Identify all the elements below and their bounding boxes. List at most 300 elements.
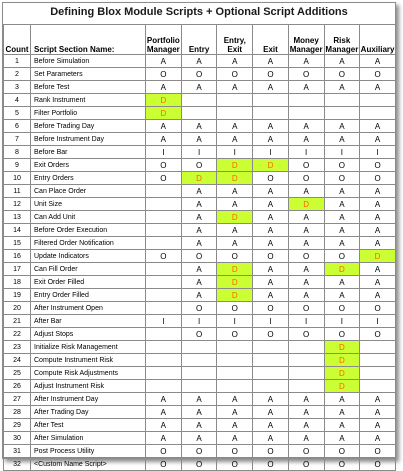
script-cell: O — [288, 445, 324, 458]
highlighted-script-cell: D — [324, 367, 360, 380]
script-cell: O — [146, 172, 182, 185]
script-cell — [253, 341, 289, 354]
script-cell — [181, 94, 217, 107]
highlighted-script-cell: D — [324, 354, 360, 367]
script-cell — [146, 211, 182, 224]
script-cell: O — [181, 458, 217, 471]
highlighted-script-cell: D — [324, 380, 360, 393]
script-cell: A — [217, 393, 253, 406]
row-count: 21 — [4, 315, 31, 328]
table-row — [4, 367, 396, 380]
script-section-name: Exit Orders — [31, 159, 146, 172]
script-section-name: After Test — [31, 419, 146, 432]
script-section-name: After Instrument Open — [31, 302, 146, 315]
script-cell: A — [360, 133, 396, 146]
table-row — [4, 263, 396, 276]
script-cell: O — [288, 172, 324, 185]
script-section-name: Can Place Order — [31, 185, 146, 198]
script-table-frame — [2, 2, 396, 469]
script-cell: A — [181, 432, 217, 445]
table-row — [4, 315, 396, 328]
script-cell: O — [288, 68, 324, 81]
script-cell: A — [181, 55, 217, 68]
script-cell: A — [288, 276, 324, 289]
script-cell: A — [146, 120, 182, 133]
script-section-name: After Simulation — [31, 432, 146, 445]
table-row — [4, 133, 396, 146]
script-cell: A — [146, 55, 182, 68]
script-cell: I — [324, 315, 360, 328]
table-row — [4, 302, 396, 315]
script-cell: A — [146, 432, 182, 445]
script-cell — [146, 380, 182, 393]
script-cell — [253, 354, 289, 367]
script-section-name: Compute Risk Adjustments — [31, 367, 146, 380]
highlighted-script-cell: D — [288, 198, 324, 211]
table-row — [4, 94, 396, 107]
script-cell: I — [181, 146, 217, 159]
script-cell: A — [146, 406, 182, 419]
header-entry-exit: Entry, Exit — [217, 25, 253, 55]
script-cell — [146, 341, 182, 354]
row-count: 6 — [4, 120, 31, 133]
table-row — [4, 198, 396, 211]
row-count: 12 — [4, 198, 31, 211]
script-table — [3, 24, 396, 471]
script-cell: O — [324, 159, 360, 172]
script-cell: A — [288, 393, 324, 406]
script-section-name: Can Add Unit — [31, 211, 146, 224]
script-cell — [217, 354, 253, 367]
script-cell: A — [288, 237, 324, 250]
script-cell: O — [288, 458, 324, 471]
script-cell: O — [181, 302, 217, 315]
script-cell: A — [360, 81, 396, 94]
script-cell — [360, 94, 396, 107]
script-cell — [181, 367, 217, 380]
row-count: 15 — [4, 237, 31, 250]
row-count: 29 — [4, 419, 31, 432]
script-cell: A — [253, 276, 289, 289]
header-script-section: Script Section Name: — [31, 25, 146, 55]
script-cell: A — [324, 393, 360, 406]
script-cell — [146, 263, 182, 276]
script-section-name: Initialize Risk Management — [31, 341, 146, 354]
row-count: 11 — [4, 185, 31, 198]
script-section-name: Adjust Instrument Risk — [31, 380, 146, 393]
table-row — [4, 458, 396, 471]
row-count: 19 — [4, 289, 31, 302]
script-cell: A — [181, 263, 217, 276]
script-cell — [360, 380, 396, 393]
script-cell: A — [360, 198, 396, 211]
script-section-name: Filter Portfolio — [31, 107, 146, 120]
script-cell — [360, 107, 396, 120]
row-count: 31 — [4, 445, 31, 458]
script-cell — [181, 341, 217, 354]
row-count: 10 — [4, 172, 31, 185]
table-row — [4, 419, 396, 432]
script-cell: A — [217, 419, 253, 432]
script-cell — [253, 380, 289, 393]
highlighted-script-cell: D — [217, 172, 253, 185]
script-cell: A — [253, 432, 289, 445]
script-cell: A — [253, 224, 289, 237]
script-cell: A — [288, 185, 324, 198]
script-cell: I — [360, 146, 396, 159]
script-cell: O — [217, 328, 253, 341]
script-cell — [181, 107, 217, 120]
script-cell — [253, 367, 289, 380]
script-cell: O — [253, 445, 289, 458]
script-cell: O — [288, 250, 324, 263]
script-cell — [146, 185, 182, 198]
script-cell: A — [253, 120, 289, 133]
script-section-name: Before Order Execution — [31, 224, 146, 237]
script-cell: O — [324, 328, 360, 341]
row-count: 18 — [4, 276, 31, 289]
script-section-name: After Bar — [31, 315, 146, 328]
script-cell: O — [360, 159, 396, 172]
row-count: 2 — [4, 68, 31, 81]
table-row — [4, 406, 396, 419]
header-money-manager: Money Manager — [288, 25, 324, 55]
script-cell: O — [253, 68, 289, 81]
script-section-name: Before Instrument Day — [31, 133, 146, 146]
script-cell: A — [181, 289, 217, 302]
script-section-name: Filtered Order Notification — [31, 237, 146, 250]
script-cell — [360, 367, 396, 380]
row-count: 28 — [4, 406, 31, 419]
table-row — [4, 159, 396, 172]
row-count: 1 — [4, 55, 31, 68]
script-cell — [288, 354, 324, 367]
script-cell: A — [288, 432, 324, 445]
table-row — [4, 81, 396, 94]
script-cell: A — [253, 211, 289, 224]
script-cell: A — [324, 55, 360, 68]
row-count: 30 — [4, 432, 31, 445]
script-cell — [324, 94, 360, 107]
script-cell — [360, 354, 396, 367]
table-row — [4, 185, 396, 198]
script-cell: O — [360, 328, 396, 341]
table-row — [4, 172, 396, 185]
row-count: 23 — [4, 341, 31, 354]
script-cell: A — [181, 419, 217, 432]
script-cell: A — [181, 211, 217, 224]
table-row — [4, 224, 396, 237]
row-count: 13 — [4, 211, 31, 224]
script-cell: A — [217, 55, 253, 68]
row-count: 14 — [4, 224, 31, 237]
script-cell: O — [288, 328, 324, 341]
script-cell — [217, 341, 253, 354]
script-cell: O — [181, 159, 217, 172]
script-cell: O — [253, 458, 289, 471]
script-section-name: Post Process Utility — [31, 445, 146, 458]
highlighted-script-cell: D — [181, 172, 217, 185]
script-cell: A — [324, 198, 360, 211]
script-cell: O — [146, 68, 182, 81]
script-section-name: Adjust Stops — [31, 328, 146, 341]
row-count: 25 — [4, 367, 31, 380]
script-cell: A — [288, 133, 324, 146]
table-row — [4, 68, 396, 81]
script-cell: A — [253, 198, 289, 211]
script-cell: O — [146, 250, 182, 263]
script-cell: A — [360, 237, 396, 250]
script-cell: A — [181, 276, 217, 289]
script-cell: A — [288, 55, 324, 68]
table-row — [4, 328, 396, 341]
script-cell: A — [360, 393, 396, 406]
script-cell — [324, 107, 360, 120]
script-cell: I — [288, 315, 324, 328]
script-cell: O — [360, 458, 396, 471]
script-section-name: Can Fill Order — [31, 263, 146, 276]
script-cell: A — [360, 211, 396, 224]
script-cell: A — [324, 419, 360, 432]
script-cell: A — [288, 120, 324, 133]
script-section-name: Before Bar — [31, 146, 146, 159]
script-cell: A — [324, 120, 360, 133]
row-count: 17 — [4, 263, 31, 276]
script-cell: A — [146, 419, 182, 432]
script-cell: I — [253, 146, 289, 159]
script-cell: A — [288, 263, 324, 276]
highlighted-script-cell: D — [217, 211, 253, 224]
script-cell — [288, 341, 324, 354]
header-row — [4, 25, 396, 55]
table-body — [4, 55, 396, 471]
script-cell — [146, 354, 182, 367]
script-cell: O — [324, 445, 360, 458]
script-cell: A — [253, 185, 289, 198]
script-cell: O — [360, 445, 396, 458]
script-cell: I — [324, 146, 360, 159]
row-count: 32 — [4, 458, 31, 471]
highlighted-script-cell: D — [217, 289, 253, 302]
table-row — [4, 432, 396, 445]
script-cell — [181, 354, 217, 367]
script-section-name: Before Test — [31, 81, 146, 94]
script-cell: A — [360, 120, 396, 133]
script-cell: A — [217, 81, 253, 94]
header-exit: Exit — [253, 25, 289, 55]
script-cell: A — [217, 133, 253, 146]
script-cell: A — [146, 81, 182, 94]
script-cell: O — [146, 159, 182, 172]
script-cell — [217, 94, 253, 107]
script-cell: A — [360, 419, 396, 432]
table-row — [4, 380, 396, 393]
script-cell: A — [181, 81, 217, 94]
script-cell: A — [253, 133, 289, 146]
script-cell: A — [217, 406, 253, 419]
script-cell: O — [181, 328, 217, 341]
script-cell: A — [360, 289, 396, 302]
table-row — [4, 445, 396, 458]
row-count: 27 — [4, 393, 31, 406]
script-cell: A — [360, 406, 396, 419]
row-count: 3 — [4, 81, 31, 94]
script-cell: A — [146, 393, 182, 406]
script-cell: A — [217, 120, 253, 133]
script-cell: A — [360, 263, 396, 276]
script-cell: I — [217, 315, 253, 328]
script-cell: O — [288, 159, 324, 172]
script-cell: A — [217, 237, 253, 250]
script-cell: A — [288, 419, 324, 432]
highlighted-script-cell: D — [217, 263, 253, 276]
table-row — [4, 120, 396, 133]
script-cell: A — [181, 406, 217, 419]
script-cell — [288, 94, 324, 107]
script-cell — [146, 367, 182, 380]
row-count: 7 — [4, 133, 31, 146]
script-cell: A — [181, 120, 217, 133]
header-entry: Entry — [181, 25, 217, 55]
script-cell: A — [181, 224, 217, 237]
script-cell — [146, 224, 182, 237]
script-cell — [360, 341, 396, 354]
script-cell: A — [360, 432, 396, 445]
table-row — [4, 237, 396, 250]
script-cell: O — [324, 458, 360, 471]
script-cell: O — [360, 68, 396, 81]
script-cell: O — [181, 445, 217, 458]
highlighted-script-cell: D — [146, 94, 182, 107]
script-cell: A — [181, 393, 217, 406]
script-cell: O — [146, 458, 182, 471]
script-cell: O — [253, 172, 289, 185]
highlighted-script-cell: D — [146, 107, 182, 120]
script-cell — [146, 289, 182, 302]
script-cell — [217, 107, 253, 120]
table-row — [4, 146, 396, 159]
header-count: Count — [4, 25, 31, 55]
script-cell: I — [146, 146, 182, 159]
script-cell: A — [324, 237, 360, 250]
script-cell — [181, 380, 217, 393]
script-cell: O — [181, 250, 217, 263]
script-cell — [253, 94, 289, 107]
script-cell: A — [288, 211, 324, 224]
script-cell — [253, 107, 289, 120]
script-cell: A — [146, 133, 182, 146]
script-cell: O — [360, 172, 396, 185]
script-cell: A — [253, 289, 289, 302]
script-cell: A — [324, 211, 360, 224]
script-cell — [288, 380, 324, 393]
script-section-name: Entry Order Filled — [31, 289, 146, 302]
script-cell: O — [288, 302, 324, 315]
row-count: 4 — [4, 94, 31, 107]
script-section-name: Entry Orders — [31, 172, 146, 185]
script-section-name: After Trading Day — [31, 406, 146, 419]
script-cell: O — [217, 250, 253, 263]
row-count: 9 — [4, 159, 31, 172]
script-cell: O — [217, 445, 253, 458]
script-cell: A — [360, 55, 396, 68]
script-cell: I — [217, 146, 253, 159]
highlighted-script-cell: D — [253, 159, 289, 172]
script-cell: A — [324, 81, 360, 94]
table-row — [4, 211, 396, 224]
row-count: 26 — [4, 380, 31, 393]
script-cell: A — [288, 406, 324, 419]
script-cell: A — [253, 81, 289, 94]
script-cell: A — [324, 406, 360, 419]
script-section-name: Rank Instrument — [31, 94, 146, 107]
row-count: 16 — [4, 250, 31, 263]
script-cell — [217, 367, 253, 380]
script-section-name: Unit Size — [31, 198, 146, 211]
script-cell: I — [288, 146, 324, 159]
script-section-name: After Instrument Day — [31, 393, 146, 406]
script-section-name: <Custom Name Script> — [31, 458, 146, 471]
header-auxiliary: Auxiliary — [360, 25, 396, 55]
script-cell: O — [324, 250, 360, 263]
script-cell: O — [217, 302, 253, 315]
script-cell: A — [288, 81, 324, 94]
script-cell: A — [324, 432, 360, 445]
script-section-name: Before Simulation — [31, 55, 146, 68]
row-count: 22 — [4, 328, 31, 341]
script-cell: A — [324, 276, 360, 289]
script-cell: O — [324, 302, 360, 315]
table-row — [4, 341, 396, 354]
table-row — [4, 250, 396, 263]
script-cell — [288, 107, 324, 120]
script-cell: I — [360, 315, 396, 328]
table-row — [4, 393, 396, 406]
script-cell: A — [217, 185, 253, 198]
table-row — [4, 276, 396, 289]
script-cell: I — [253, 315, 289, 328]
highlighted-script-cell: D — [324, 341, 360, 354]
script-cell: O — [217, 458, 253, 471]
script-cell — [146, 237, 182, 250]
row-count: 5 — [4, 107, 31, 120]
highlighted-script-cell: D — [217, 276, 253, 289]
highlighted-script-cell: D — [360, 250, 396, 263]
row-count: 8 — [4, 146, 31, 159]
script-cell: A — [288, 224, 324, 237]
script-cell: A — [217, 224, 253, 237]
script-cell: A — [253, 237, 289, 250]
script-cell: A — [181, 237, 217, 250]
script-cell — [146, 276, 182, 289]
script-cell: O — [253, 302, 289, 315]
script-cell: A — [253, 406, 289, 419]
script-cell: A — [324, 224, 360, 237]
script-cell — [146, 198, 182, 211]
script-section-name: Update Indicators — [31, 250, 146, 263]
script-cell: O — [324, 172, 360, 185]
header-risk-manager: Risk Manager — [324, 25, 360, 55]
script-cell — [146, 328, 182, 341]
row-count: 20 — [4, 302, 31, 315]
script-cell: O — [324, 68, 360, 81]
header-portfolio-manager: Portfolio Manager — [146, 25, 182, 55]
script-cell: A — [181, 198, 217, 211]
script-section-name: Exit Order Filled — [31, 276, 146, 289]
script-cell: A — [324, 133, 360, 146]
row-count: 24 — [4, 354, 31, 367]
highlighted-script-cell: D — [324, 263, 360, 276]
